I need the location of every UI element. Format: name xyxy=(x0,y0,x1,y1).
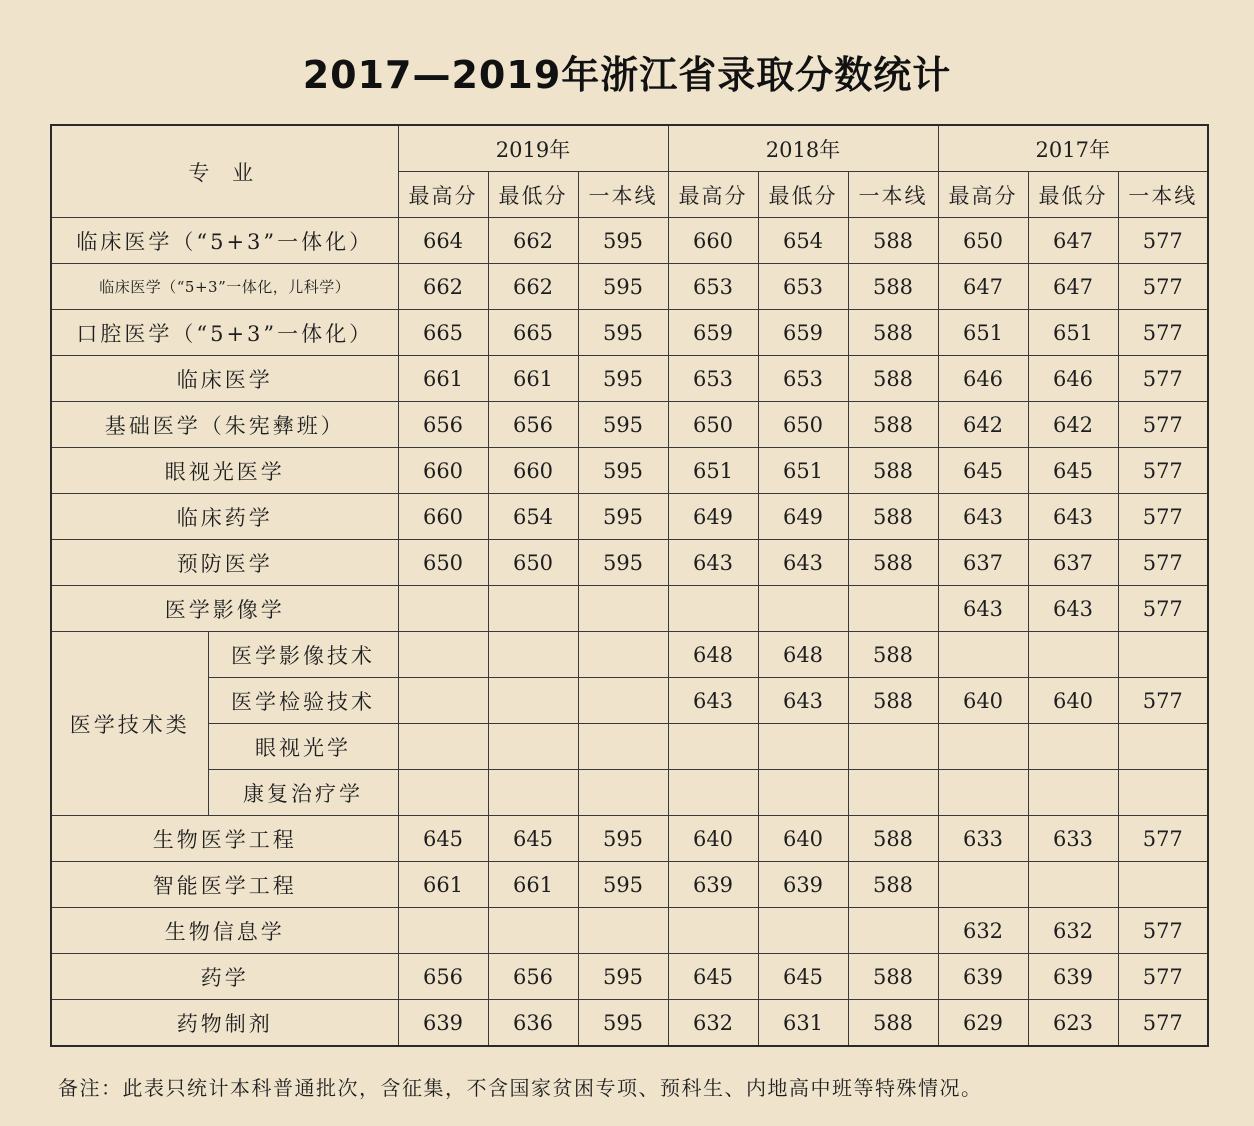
score-cell: 654 xyxy=(758,218,848,264)
table-row xyxy=(51,816,1208,862)
year-header-2017: 2017年 xyxy=(938,125,1208,172)
score-cell: 623 xyxy=(1028,1000,1118,1047)
page-title: 2017—2019年浙江省录取分数统计 xyxy=(302,53,952,97)
score-cell: 588 xyxy=(848,1000,938,1047)
sub-major-name: 医学影像技术 xyxy=(208,632,398,678)
score-cell: 595 xyxy=(578,540,668,586)
score-cell xyxy=(398,908,488,954)
table-row xyxy=(51,1000,1208,1047)
table-row xyxy=(51,402,1208,448)
sub-header-cell: 最低分 xyxy=(758,172,848,218)
score-cell: 647 xyxy=(1028,264,1118,310)
score-cell xyxy=(578,678,668,724)
score-cell xyxy=(668,724,758,770)
score-cell: 588 xyxy=(848,310,938,356)
score-cell xyxy=(758,724,848,770)
score-cell: 577 xyxy=(1118,816,1208,862)
sub-header-cell: 一本线 xyxy=(848,172,938,218)
score-cell: 648 xyxy=(758,632,848,678)
score-cell xyxy=(668,586,758,632)
score-cell xyxy=(1028,862,1118,908)
score-cell xyxy=(578,770,668,816)
score-cell xyxy=(848,586,938,632)
score-cell xyxy=(758,586,848,632)
score-cell: 639 xyxy=(398,1000,488,1047)
score-cell: 595 xyxy=(578,816,668,862)
major-name: 临床医学（“5+3”一体化） xyxy=(51,218,398,264)
score-cell: 633 xyxy=(1028,816,1118,862)
score-cell: 646 xyxy=(1028,356,1118,402)
score-cell: 660 xyxy=(488,448,578,494)
score-cell xyxy=(848,724,938,770)
score-cell xyxy=(668,908,758,954)
score-cell: 595 xyxy=(578,402,668,448)
score-cell xyxy=(398,770,488,816)
major-name: 临床药学 xyxy=(51,494,398,540)
score-cell: 654 xyxy=(488,494,578,540)
score-cell xyxy=(398,724,488,770)
score-cell: 632 xyxy=(1028,908,1118,954)
score-cell: 577 xyxy=(1118,586,1208,632)
score-cell: 640 xyxy=(668,816,758,862)
score-cell xyxy=(668,770,758,816)
score-cell: 647 xyxy=(938,264,1028,310)
score-cell: 595 xyxy=(578,494,668,540)
score-cell: 651 xyxy=(1028,310,1118,356)
score-cell: 645 xyxy=(488,816,578,862)
score-cell: 577 xyxy=(1118,1000,1208,1047)
score-cell xyxy=(938,862,1028,908)
score-cell: 577 xyxy=(1118,356,1208,402)
table-header xyxy=(51,125,1208,218)
score-cell xyxy=(488,632,578,678)
table-body xyxy=(51,218,1208,1047)
table-row xyxy=(51,310,1208,356)
score-cell xyxy=(578,724,668,770)
score-cell: 643 xyxy=(668,540,758,586)
score-cell: 643 xyxy=(1028,586,1118,632)
table-row xyxy=(51,954,1208,1000)
table-row xyxy=(51,862,1208,908)
score-cell: 588 xyxy=(848,448,938,494)
score-cell xyxy=(758,908,848,954)
score-cell: 588 xyxy=(848,816,938,862)
category-name: 医学技术类 xyxy=(51,632,208,816)
score-cell: 645 xyxy=(758,954,848,1000)
year-header-2019: 2019年 xyxy=(398,125,668,172)
sub-header-cell: 一本线 xyxy=(1118,172,1208,218)
major-name: 临床医学 xyxy=(51,356,398,402)
score-cell: 650 xyxy=(488,540,578,586)
score-cell: 588 xyxy=(848,356,938,402)
score-cell xyxy=(1028,632,1118,678)
score-cell: 662 xyxy=(488,264,578,310)
score-cell: 643 xyxy=(758,678,848,724)
score-cell: 637 xyxy=(1028,540,1118,586)
table-row xyxy=(51,356,1208,402)
score-cell: 647 xyxy=(1028,218,1118,264)
score-cell: 643 xyxy=(668,678,758,724)
table-row xyxy=(51,218,1208,264)
score-cell xyxy=(578,908,668,954)
score-cell: 656 xyxy=(398,954,488,1000)
sub-major-name: 眼视光学 xyxy=(208,724,398,770)
score-cell: 645 xyxy=(1028,448,1118,494)
score-cell: 651 xyxy=(938,310,1028,356)
score-cell: 650 xyxy=(938,218,1028,264)
sub-header-cell: 最高分 xyxy=(938,172,1028,218)
score-cell xyxy=(398,632,488,678)
score-cell: 661 xyxy=(488,862,578,908)
major-name: 口腔医学（“5+3”一体化） xyxy=(51,310,398,356)
score-cell: 577 xyxy=(1118,448,1208,494)
score-cell: 659 xyxy=(668,310,758,356)
score-cell: 577 xyxy=(1118,310,1208,356)
score-cell: 640 xyxy=(1028,678,1118,724)
score-cell: 577 xyxy=(1118,218,1208,264)
score-cell: 595 xyxy=(578,862,668,908)
score-cell: 651 xyxy=(668,448,758,494)
year-header-2018: 2018年 xyxy=(668,125,938,172)
score-cell: 640 xyxy=(938,678,1028,724)
score-cell xyxy=(578,632,668,678)
score-cell: 646 xyxy=(938,356,1028,402)
score-cell xyxy=(398,586,488,632)
table-row xyxy=(51,494,1208,540)
sub-header-cell: 最低分 xyxy=(488,172,578,218)
table-row xyxy=(51,678,1208,724)
score-cell: 643 xyxy=(758,540,848,586)
score-cell: 653 xyxy=(668,264,758,310)
score-cell xyxy=(938,632,1028,678)
score-cell: 645 xyxy=(398,816,488,862)
sub-header-cell: 最高分 xyxy=(668,172,758,218)
major-name: 预防医学 xyxy=(51,540,398,586)
score-cell: 588 xyxy=(848,218,938,264)
score-cell: 642 xyxy=(938,402,1028,448)
score-cell: 656 xyxy=(398,402,488,448)
table-row xyxy=(51,770,1208,816)
score-cell xyxy=(1118,632,1208,678)
score-cell: 661 xyxy=(488,356,578,402)
score-cell: 653 xyxy=(668,356,758,402)
score-cell: 659 xyxy=(758,310,848,356)
score-cell: 639 xyxy=(668,862,758,908)
footnote: 备注：此表只统计本科普通批次，含征集，不含国家贫困专项、预科生、内地高中班等特殊情况。 xyxy=(58,1076,983,1100)
score-cell xyxy=(488,770,578,816)
score-cell: 649 xyxy=(668,494,758,540)
score-cell: 665 xyxy=(398,310,488,356)
score-cell: 595 xyxy=(578,264,668,310)
major-name: 基础医学（朱宪彝班） xyxy=(51,402,398,448)
score-cell: 639 xyxy=(1028,954,1118,1000)
score-cell: 650 xyxy=(668,402,758,448)
table-row xyxy=(51,724,1208,770)
major-name: 临床医学（“5+3”一体化，儿科学） xyxy=(51,264,398,310)
score-cell: 643 xyxy=(1028,494,1118,540)
score-cell xyxy=(1118,724,1208,770)
score-cell: 588 xyxy=(848,632,938,678)
score-cell: 639 xyxy=(938,954,1028,1000)
sub-header-cell: 最高分 xyxy=(398,172,488,218)
score-cell: 653 xyxy=(758,264,848,310)
score-cell xyxy=(488,908,578,954)
score-cell: 662 xyxy=(398,264,488,310)
score-cell: 595 xyxy=(578,448,668,494)
score-cell: 577 xyxy=(1118,264,1208,310)
score-cell xyxy=(1118,770,1208,816)
score-cell: 595 xyxy=(578,954,668,1000)
score-cell: 631 xyxy=(758,1000,848,1047)
score-cell xyxy=(848,770,938,816)
score-cell xyxy=(1028,770,1118,816)
score-cell: 588 xyxy=(848,540,938,586)
table-row xyxy=(51,908,1208,954)
score-cell: 639 xyxy=(758,862,848,908)
score-cell: 650 xyxy=(758,402,848,448)
score-cell: 577 xyxy=(1118,908,1208,954)
score-cell: 642 xyxy=(1028,402,1118,448)
sub-major-name: 康复治疗学 xyxy=(208,770,398,816)
score-cell: 632 xyxy=(668,1000,758,1047)
score-cell: 633 xyxy=(938,816,1028,862)
score-cell: 577 xyxy=(1118,678,1208,724)
score-cell: 577 xyxy=(1118,954,1208,1000)
score-cell: 595 xyxy=(578,356,668,402)
score-cell: 595 xyxy=(578,218,668,264)
score-cell: 577 xyxy=(1118,402,1208,448)
sub-header-cell: 一本线 xyxy=(578,172,668,218)
score-cell: 660 xyxy=(398,494,488,540)
score-cell xyxy=(578,586,668,632)
major-name: 智能医学工程 xyxy=(51,862,398,908)
score-cell xyxy=(758,770,848,816)
score-cell: 588 xyxy=(848,678,938,724)
score-cell xyxy=(488,724,578,770)
major-name: 生物信息学 xyxy=(51,908,398,954)
score-cell: 661 xyxy=(398,862,488,908)
score-cell: 665 xyxy=(488,310,578,356)
major-name: 药物制剂 xyxy=(51,1000,398,1047)
score-cell: 653 xyxy=(758,356,848,402)
score-cell: 577 xyxy=(1118,540,1208,586)
score-cell: 588 xyxy=(848,494,938,540)
table-row xyxy=(51,632,1208,678)
score-cell: 656 xyxy=(488,954,578,1000)
score-cell: 636 xyxy=(488,1000,578,1047)
score-cell: 661 xyxy=(398,356,488,402)
score-cell: 595 xyxy=(578,310,668,356)
score-cell: 577 xyxy=(1118,494,1208,540)
major-name: 眼视光医学 xyxy=(51,448,398,494)
score-cell: 588 xyxy=(848,954,938,1000)
score-cell xyxy=(1028,724,1118,770)
score-cell: 660 xyxy=(668,218,758,264)
score-cell xyxy=(938,770,1028,816)
score-cell: 643 xyxy=(938,494,1028,540)
score-cell: 588 xyxy=(848,402,938,448)
major-name: 生物医学工程 xyxy=(51,816,398,862)
score-cell: 648 xyxy=(668,632,758,678)
score-cell: 643 xyxy=(938,586,1028,632)
score-cell: 660 xyxy=(398,448,488,494)
major-name: 医学影像学 xyxy=(51,586,398,632)
score-cell: 645 xyxy=(938,448,1028,494)
score-cell: 632 xyxy=(938,908,1028,954)
score-cell: 649 xyxy=(758,494,848,540)
score-cell: 629 xyxy=(938,1000,1028,1047)
score-cell: 651 xyxy=(758,448,848,494)
score-cell xyxy=(938,724,1028,770)
table-row xyxy=(51,448,1208,494)
score-cell xyxy=(398,678,488,724)
major-name: 药学 xyxy=(51,954,398,1000)
score-cell: 640 xyxy=(758,816,848,862)
table-row xyxy=(51,586,1208,632)
sub-header-cell: 最低分 xyxy=(1028,172,1118,218)
score-cell: 664 xyxy=(398,218,488,264)
table-row xyxy=(51,264,1208,310)
major-header: 专 业 xyxy=(51,125,398,218)
score-cell xyxy=(488,586,578,632)
score-cell: 656 xyxy=(488,402,578,448)
score-table xyxy=(50,124,1209,1047)
score-cell: 650 xyxy=(398,540,488,586)
score-cell xyxy=(848,908,938,954)
score-cell: 637 xyxy=(938,540,1028,586)
score-cell xyxy=(488,678,578,724)
sub-major-name: 医学检验技术 xyxy=(208,678,398,724)
score-cell: 588 xyxy=(848,264,938,310)
score-cell: 645 xyxy=(668,954,758,1000)
score-cell: 662 xyxy=(488,218,578,264)
score-cell xyxy=(1118,862,1208,908)
score-cell: 588 xyxy=(848,862,938,908)
table-row xyxy=(51,540,1208,586)
score-cell: 595 xyxy=(578,1000,668,1047)
